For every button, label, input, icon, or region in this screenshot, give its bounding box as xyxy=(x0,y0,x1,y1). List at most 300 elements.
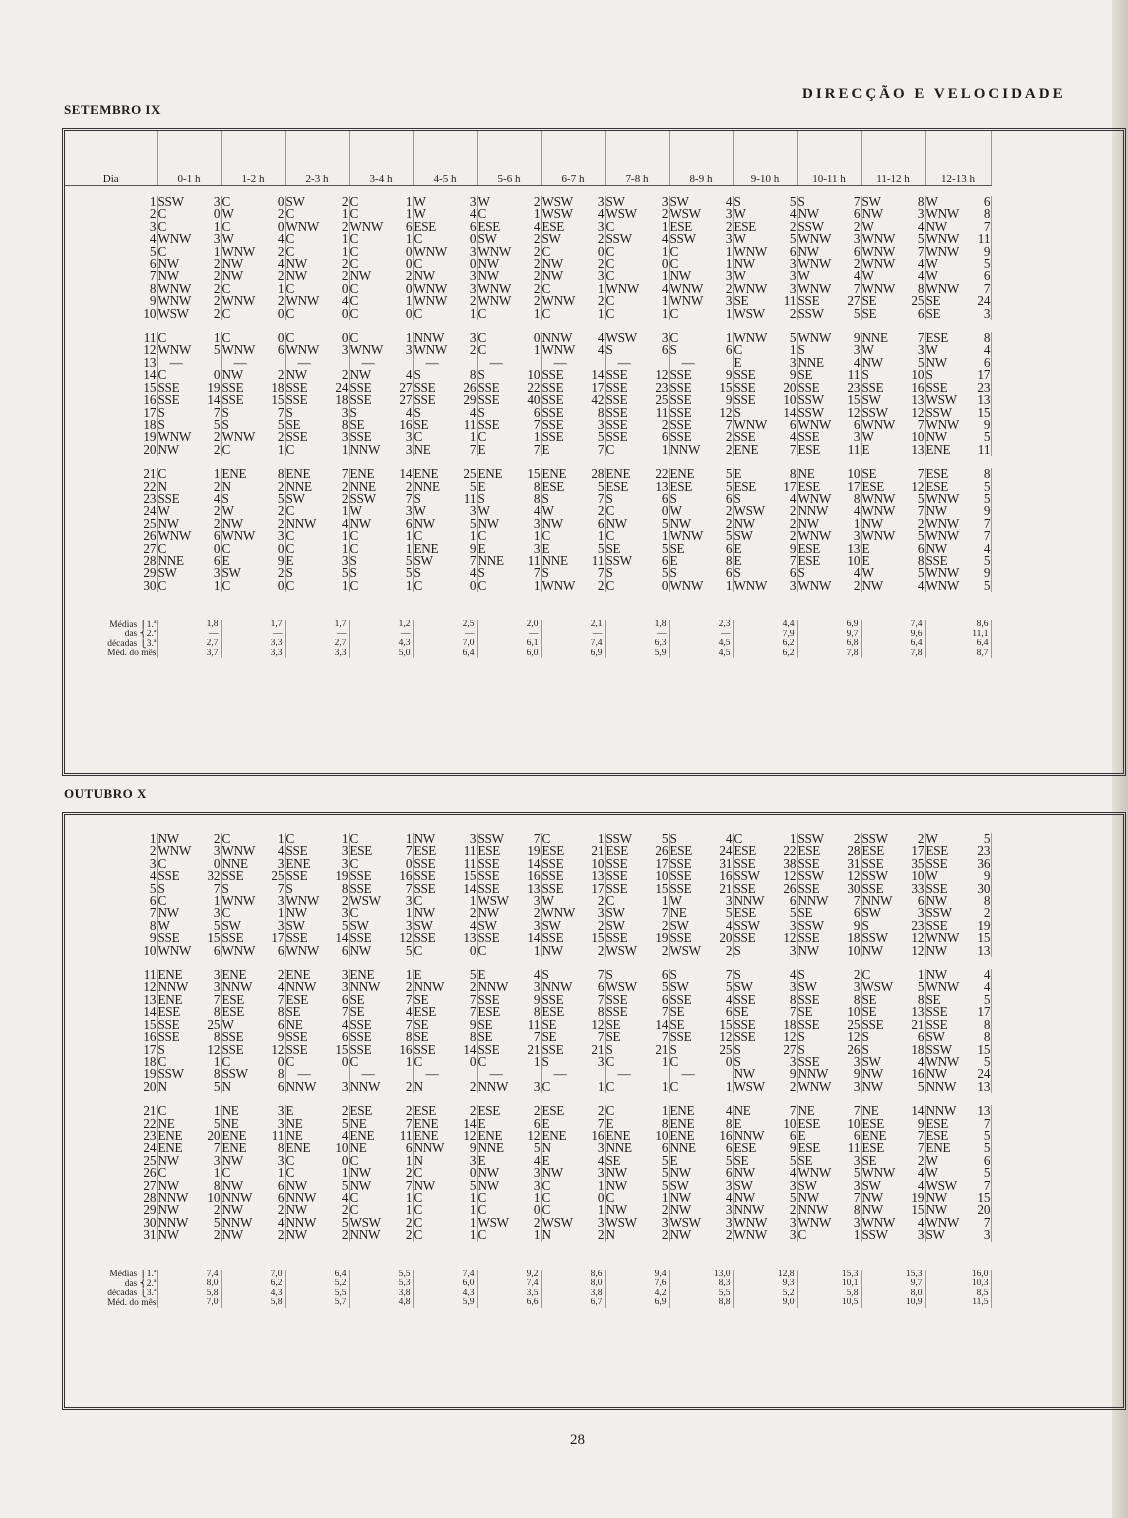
wind-speed-cell: 7 xyxy=(323,1006,349,1018)
wind-direction-cell: ESE xyxy=(541,1006,565,1019)
wind-speed-cell: 6 xyxy=(259,1019,285,1031)
wind-speed-cell: 14 xyxy=(579,369,605,381)
wind-speed-cell: 6 xyxy=(259,1180,285,1192)
wind-speed-cell: 1 xyxy=(643,221,669,233)
wind-speed-cell: 11 xyxy=(771,295,797,307)
wind-speed-cell: 15 xyxy=(969,1044,991,1056)
wind-speed-cell: 19 xyxy=(643,932,669,944)
wind-direction-cell: NW xyxy=(221,1204,243,1217)
wind-direction-cell: SSE xyxy=(605,1006,628,1019)
wind-direction-cell: E xyxy=(477,1117,486,1130)
wind-speed-cell: 1 xyxy=(515,1056,541,1068)
average-value: 5,9 xyxy=(605,649,669,659)
wind-direction-cell: NNW xyxy=(925,1080,957,1094)
wind-speed-cell: 2 xyxy=(195,518,221,530)
wind-direction-cell: S xyxy=(285,406,293,419)
wind-direction-cell: SSE xyxy=(541,369,564,382)
day-cell: 11 xyxy=(65,969,157,981)
wind-speed-cell: 1 xyxy=(707,580,733,592)
wind-direction-cell: WSW xyxy=(733,1080,765,1094)
wind-direction-cell: NW xyxy=(157,1204,179,1217)
wind-direction-cell: W xyxy=(221,233,234,246)
wind-speed-cell: 1 xyxy=(579,283,605,295)
wind-speed-cell: 0 xyxy=(387,308,413,320)
wind-direction-cell: SSE xyxy=(733,431,756,444)
table-row xyxy=(65,208,991,220)
wind-speed-cell: 6 xyxy=(899,543,925,555)
wind-speed-cell: 7 xyxy=(643,1031,669,1043)
wind-direction-cell: C xyxy=(605,443,614,457)
wind-speed-cell: 2 xyxy=(387,481,413,493)
wind-direction-cell: SW xyxy=(413,554,433,568)
wind-direction-cell: C xyxy=(605,258,614,271)
wind-speed-cell: 3 xyxy=(451,270,477,282)
wind-direction-cell: ESE xyxy=(669,845,693,858)
wind-speed-cell: 10 xyxy=(835,1118,861,1130)
wind-speed-cell: 1 xyxy=(195,221,221,233)
wind-direction-cell: ESE xyxy=(349,1105,373,1118)
wind-speed-cell: 1 xyxy=(451,895,477,907)
wind-speed-cell: 5 xyxy=(643,1155,669,1167)
wind-speed-cell: 2 xyxy=(259,969,285,981)
wind-speed-cell: 17 xyxy=(643,858,669,870)
wind-speed-cell: 7 xyxy=(579,969,605,981)
wind-speed-cell: 3 xyxy=(707,270,733,282)
wind-direction-cell: SSE xyxy=(733,1018,756,1032)
wind-speed-cell: 4 xyxy=(707,994,733,1006)
table-row xyxy=(65,1192,991,1204)
wind-speed-cell: 0 xyxy=(387,283,413,295)
wind-speed-cell: 5 xyxy=(771,1192,797,1204)
wind-speed-cell: 1 xyxy=(451,1204,477,1216)
wind-direction-cell: NW xyxy=(925,220,947,234)
wind-direction-cell: NW xyxy=(541,1167,563,1180)
average-value: 1,7 xyxy=(221,620,285,630)
wind-direction-cell: SW xyxy=(669,196,689,209)
wind-speed-cell: 1 xyxy=(451,1217,477,1229)
wind-direction-cell: NE xyxy=(285,1117,303,1130)
wind-direction-cell: SSE xyxy=(925,919,948,933)
wind-speed-cell: 9 xyxy=(969,246,991,258)
wind-direction-cell: SSW xyxy=(797,833,824,846)
day-cell: 22 xyxy=(65,481,157,493)
day-cell: 25 xyxy=(65,518,157,530)
wind-direction-cell: SSE xyxy=(797,431,820,444)
wind-direction-cell: SSE xyxy=(413,932,436,945)
table-row xyxy=(65,1105,991,1117)
wind-direction-cell: SSW xyxy=(925,406,952,419)
wind-direction-cell: NNW xyxy=(413,981,445,994)
wind-direction-cell: NNW xyxy=(349,981,381,994)
wind-speed-cell: 13 xyxy=(835,543,861,555)
wind-speed-cell: 6 xyxy=(899,895,925,907)
wind-speed-cell: 12 xyxy=(195,1044,221,1056)
wind-direction-cell: S xyxy=(541,969,549,982)
wind-direction-cell: W xyxy=(733,208,746,221)
wind-direction-cell: NW xyxy=(285,369,307,382)
wind-direction-cell: NNW xyxy=(733,1204,765,1217)
wind-speed-cell: 0 xyxy=(195,369,221,381)
wind-direction-cell: C xyxy=(349,258,358,271)
wind-speed-cell: 8 xyxy=(835,493,861,505)
wind-speed-cell: 2 xyxy=(899,518,925,530)
wind-direction-cell: NNW xyxy=(285,1080,317,1094)
wind-direction-cell: E xyxy=(861,542,870,555)
average-value: 7,0 xyxy=(413,639,477,649)
wind-direction-cell: SSE xyxy=(541,418,564,432)
wind-direction-cell: SSW xyxy=(605,554,632,568)
wind-direction-cell: C xyxy=(285,542,294,555)
wind-direction-cell: — xyxy=(553,1068,567,1081)
wind-direction-cell: NW xyxy=(925,895,947,908)
spacer-row xyxy=(65,1242,991,1270)
wind-direction-cell: — xyxy=(681,356,695,370)
wind-direction-cell: ESE xyxy=(861,1117,885,1130)
wind-speed-cell: 14 xyxy=(451,1044,477,1056)
wind-direction-cell: SSE xyxy=(285,870,308,883)
wind-speed-cell: 1 xyxy=(387,1204,413,1216)
wind-speed-cell: 8 xyxy=(195,1180,221,1192)
average-label: Médias ⎧1.ª xyxy=(65,1270,157,1280)
average-value: 3,8 xyxy=(349,1289,413,1299)
wind-direction-cell: NW xyxy=(733,258,755,271)
wind-direction-cell: C xyxy=(349,307,358,321)
day-cell: 27 xyxy=(65,543,157,555)
wind-speed-cell: 12 xyxy=(771,870,797,882)
wind-direction-cell: NW xyxy=(221,258,243,271)
day-cell: 26 xyxy=(65,1167,157,1179)
table-row xyxy=(65,969,991,981)
wind-direction-cell: NW xyxy=(157,270,179,283)
wind-speed-cell: 8 xyxy=(259,1142,285,1154)
wind-speed-cell: 8 xyxy=(195,1006,221,1018)
average-value: 6,0 xyxy=(413,1279,477,1289)
wind-speed-cell: 14 xyxy=(515,932,541,944)
wind-direction-cell: WNW xyxy=(797,579,832,593)
wind-direction-cell: E xyxy=(669,1154,678,1168)
wind-speed-cell: 15 xyxy=(643,883,669,895)
wind-speed-cell: 8 xyxy=(579,407,605,419)
wind-direction-cell: SSE xyxy=(605,993,628,1007)
wind-direction-cell: SSE xyxy=(157,1018,180,1032)
wind-speed-cell: 1 xyxy=(387,233,413,245)
wind-direction-cell: WNW xyxy=(861,233,896,246)
wind-direction-cell: SSW xyxy=(605,833,632,846)
wind-direction-cell: C xyxy=(413,258,422,271)
wind-direction-cell: SSE xyxy=(733,1031,756,1044)
wind-direction-cell: ENE xyxy=(541,468,567,481)
wind-speed-cell: 16 xyxy=(899,382,925,394)
wind-direction-cell: WNW xyxy=(221,245,256,259)
wind-direction-cell: SSE xyxy=(349,381,372,395)
wind-direction-cell: WNW xyxy=(861,245,896,259)
table-row xyxy=(65,332,991,344)
wind-direction-cell: ENE xyxy=(285,857,311,871)
wind-speed-cell xyxy=(387,357,413,369)
day-cell: 9 xyxy=(65,932,157,944)
wind-speed-cell: 31 xyxy=(835,858,861,870)
wind-direction-cell: NW xyxy=(285,1204,307,1217)
wind-direction-cell: WNW xyxy=(157,282,192,296)
wind-speed-cell: 3 xyxy=(835,1217,861,1229)
wind-speed-cell: 25 xyxy=(259,870,285,882)
wind-direction-cell: C xyxy=(413,530,422,543)
wind-direction-cell: S xyxy=(861,369,869,382)
wind-speed-cell: 7 xyxy=(969,221,991,233)
wind-direction-cell: SSE xyxy=(797,295,820,308)
average-value: 9,0 xyxy=(733,1298,797,1308)
wind-speed-cell: 5 xyxy=(195,344,221,356)
wind-direction-cell: C xyxy=(349,542,358,555)
wind-direction-cell: NW xyxy=(925,1204,947,1217)
day-cell: 2 xyxy=(65,208,157,220)
wind-speed-cell: 1 xyxy=(451,530,477,542)
wind-direction-cell: SSE xyxy=(669,381,692,395)
page-title: DIRECÇÃO E VELOCIDADE xyxy=(802,86,1066,102)
wind-speed-cell: 24 xyxy=(969,1068,991,1080)
wind-speed-cell: 5 xyxy=(969,1130,991,1142)
wind-speed-cell: 2 xyxy=(515,295,541,307)
wind-speed-cell: 5 xyxy=(451,518,477,530)
wind-speed-cell: 1 xyxy=(259,283,285,295)
wind-direction-cell: W xyxy=(541,505,554,518)
wind-speed-cell xyxy=(515,1068,541,1080)
wind-speed-cell: 15 xyxy=(969,407,991,419)
wind-direction-cell: ESE xyxy=(925,332,949,345)
table-row xyxy=(65,858,991,870)
wind-direction-cell: E xyxy=(285,1105,294,1118)
average-value: 6,4 xyxy=(413,649,477,659)
wind-speed-cell: 7 xyxy=(899,505,925,517)
wind-direction-cell: C xyxy=(221,542,230,555)
wind-direction-cell: NW xyxy=(477,270,499,283)
table-row xyxy=(65,932,991,944)
wind-direction-cell: WNW xyxy=(733,1216,768,1230)
wind-direction-cell: NW xyxy=(925,1191,947,1205)
wind-speed-cell: 13 xyxy=(969,394,991,406)
wind-direction-cell: W xyxy=(925,1167,938,1180)
column-header-hour: 12-13 h xyxy=(925,131,991,186)
wind-speed-cell: 4 xyxy=(643,233,669,245)
average-value: — xyxy=(669,630,733,640)
wind-speed-cell: 4 xyxy=(387,1006,413,1018)
wind-speed-cell: 3 xyxy=(899,208,925,220)
wind-direction-cell: S xyxy=(733,196,741,209)
wind-direction-cell: NW xyxy=(925,944,947,958)
wind-direction-cell: N xyxy=(413,1154,423,1168)
wind-speed-cell: 3 xyxy=(515,981,541,993)
wind-speed-cell: 3 xyxy=(387,344,413,356)
wind-speed-cell: 7 xyxy=(899,468,925,480)
wind-speed-cell: 3 xyxy=(707,1204,733,1216)
wind-speed-cell: 5 xyxy=(835,308,861,320)
wind-direction-cell: WNW xyxy=(925,418,960,432)
wind-direction-cell: SSE xyxy=(669,993,692,1007)
wind-speed-cell: 25 xyxy=(835,1019,861,1031)
wind-direction-cell: SSW xyxy=(797,307,824,321)
wind-speed-cell: 4 xyxy=(259,981,285,993)
wind-speed-cell: 2 xyxy=(515,283,541,295)
wind-speed-cell: 0 xyxy=(323,1155,349,1167)
wind-direction-cell: S xyxy=(669,492,677,506)
wind-speed-cell: 17 xyxy=(259,932,285,944)
wind-speed-cell: 5 xyxy=(387,945,413,957)
average-value: 3,5 xyxy=(477,1289,541,1299)
wind-speed-cell: 12 xyxy=(771,932,797,944)
wind-speed-cell: 9 xyxy=(771,543,797,555)
wind-direction-cell: SW xyxy=(541,919,561,933)
wind-speed-cell: 2 xyxy=(323,270,349,282)
average-value: 5,8 xyxy=(157,1289,221,1299)
wind-direction-cell: NW xyxy=(221,270,243,283)
wind-speed-cell xyxy=(451,357,477,369)
wind-direction-cell: S xyxy=(733,944,741,958)
wind-speed-cell: 1 xyxy=(451,1229,477,1241)
wind-speed-cell: 2 xyxy=(579,1229,605,1241)
wind-direction-cell: ESE xyxy=(925,1129,949,1143)
day-cell: 8 xyxy=(65,283,157,295)
wind-speed-cell: 8 xyxy=(195,1068,221,1080)
wind-speed-cell: 2 xyxy=(451,1105,477,1117)
wind-direction-cell: C xyxy=(477,1204,486,1217)
wind-direction-cell: NW xyxy=(349,944,371,958)
wind-speed-cell xyxy=(579,1068,605,1080)
average-label: décadas ⎩3.ª xyxy=(65,639,157,649)
wind-direction-cell: SW xyxy=(349,919,369,933)
wind-direction-cell: W xyxy=(797,270,810,283)
wind-direction-cell: NW xyxy=(541,258,563,271)
wind-speed-cell: 1 xyxy=(195,246,221,258)
wind-direction-cell: WNW xyxy=(669,530,704,543)
wind-speed-cell: 2 xyxy=(579,1105,605,1117)
wind-direction-cell: E xyxy=(733,356,742,370)
table-row xyxy=(65,1044,991,1056)
wind-direction-cell: C xyxy=(477,332,486,345)
wind-direction-cell: ENE xyxy=(413,1117,439,1130)
wind-speed-cell: 4 xyxy=(899,1056,925,1068)
wind-speed-cell: 5 xyxy=(323,1118,349,1130)
wind-speed-cell: 7 xyxy=(643,1006,669,1018)
wind-direction-cell: C xyxy=(285,282,294,296)
wind-direction-cell: C xyxy=(157,220,166,234)
wind-speed-cell: 31 xyxy=(707,858,733,870)
wind-speed-cell: 7 xyxy=(899,246,925,258)
wind-direction-cell: NW xyxy=(861,1204,883,1217)
wind-speed-cell: 3 xyxy=(579,1217,605,1229)
wind-speed-cell: 1 xyxy=(643,1105,669,1117)
wind-direction-cell: — xyxy=(425,356,439,370)
wind-speed-cell: 13 xyxy=(643,481,669,493)
wind-speed-cell: 0 xyxy=(707,1056,733,1068)
wind-direction-cell: C xyxy=(669,258,678,271)
wind-speed-cell: 5 xyxy=(387,567,413,579)
wind-speed-cell: 2 xyxy=(323,221,349,233)
wind-speed-cell: 3 xyxy=(515,1081,541,1093)
wind-direction-cell: SSE xyxy=(797,381,820,395)
wind-speed-cell: 3 xyxy=(707,1217,733,1229)
wind-direction-cell: SE xyxy=(669,542,685,555)
wind-speed-cell: 3 xyxy=(259,1105,285,1117)
wind-speed-cell: 1 xyxy=(387,530,413,542)
wind-direction-cell: WNW xyxy=(221,895,256,908)
wind-speed-cell: 9 xyxy=(451,1019,477,1031)
wind-direction-cell: ESE xyxy=(925,845,949,858)
column-header-hour: 1-2 h xyxy=(221,131,285,186)
wind-speed-cell: 2 xyxy=(259,1204,285,1216)
wind-direction-cell: SSE xyxy=(541,1043,564,1056)
wind-speed-cell: 2 xyxy=(579,233,605,245)
wind-direction-cell: C xyxy=(605,1105,614,1118)
wind-direction-cell: WSW xyxy=(669,208,701,221)
wind-direction-cell: C xyxy=(477,307,486,321)
wind-direction-cell: SSW xyxy=(925,1043,952,1056)
wind-speed-cell: 2 xyxy=(387,1105,413,1117)
wind-speed-cell: 2 xyxy=(195,505,221,517)
wind-direction-cell: S xyxy=(541,567,549,580)
wind-direction-cell: C xyxy=(413,431,422,444)
wind-direction-cell: WNW xyxy=(157,944,192,958)
day-cell: 7 xyxy=(65,907,157,919)
wind-direction-cell: NW xyxy=(285,1179,307,1192)
wind-speed-cell: 3 xyxy=(387,505,413,517)
wind-speed-cell: 17 xyxy=(969,369,991,381)
wind-speed-cell: 1 xyxy=(323,444,349,456)
wind-speed-cell: 3 xyxy=(579,1142,605,1154)
wind-speed-cell: 1 xyxy=(899,969,925,981)
wind-speed-cell: 0 xyxy=(323,332,349,344)
wind-direction-cell: SW xyxy=(861,1055,881,1069)
wind-direction-cell: NE xyxy=(157,1117,175,1130)
wind-speed-cell: 13 xyxy=(899,444,925,456)
average-value: 15,3 xyxy=(797,1270,861,1280)
wind-speed-cell: 3 xyxy=(771,270,797,282)
wind-speed-cell: 2 xyxy=(259,270,285,282)
wind-direction-cell: WNW xyxy=(861,282,896,296)
average-value: 6,3 xyxy=(605,639,669,649)
wind-direction-cell: NNW xyxy=(797,895,829,908)
average-value: 16,0 xyxy=(925,1270,991,1280)
wind-direction-cell: WNW xyxy=(413,344,448,357)
day-cell: 11 xyxy=(65,332,157,344)
wind-speed-cell: 4 xyxy=(771,208,797,220)
wind-direction-cell: W xyxy=(221,1018,234,1032)
wind-speed-cell: 3 xyxy=(835,1081,861,1093)
wind-speed-cell: 0 xyxy=(643,505,669,517)
wind-speed-cell: 0 xyxy=(451,1167,477,1179)
wind-speed-cell: 5 xyxy=(969,1142,991,1154)
wind-speed-cell: 2 xyxy=(579,895,605,907)
average-value: 1,8 xyxy=(605,620,669,630)
wind-speed-cell: 8 xyxy=(771,994,797,1006)
wind-direction-cell: — xyxy=(553,356,567,370)
wind-direction-cell: E xyxy=(861,443,870,457)
wind-direction-cell: S xyxy=(285,567,293,580)
wind-direction-cell: C xyxy=(349,196,358,209)
wind-speed-cell: 12 xyxy=(643,369,669,381)
wind-speed-cell: 42 xyxy=(579,394,605,406)
wind-direction-cell: SSE xyxy=(797,932,820,945)
table-row xyxy=(65,580,991,592)
wind-speed-cell: 7 xyxy=(451,1006,477,1018)
wind-speed-cell: 3 xyxy=(323,407,349,419)
day-cell: 14 xyxy=(65,1006,157,1018)
wind-direction-cell: C xyxy=(157,1167,166,1180)
wind-speed-cell: 3 xyxy=(771,1229,797,1241)
wind-speed-cell: 6 xyxy=(195,945,221,957)
wind-direction-cell: NNW xyxy=(349,443,381,457)
wind-direction-cell: C xyxy=(477,208,486,221)
average-value: — xyxy=(285,630,349,640)
